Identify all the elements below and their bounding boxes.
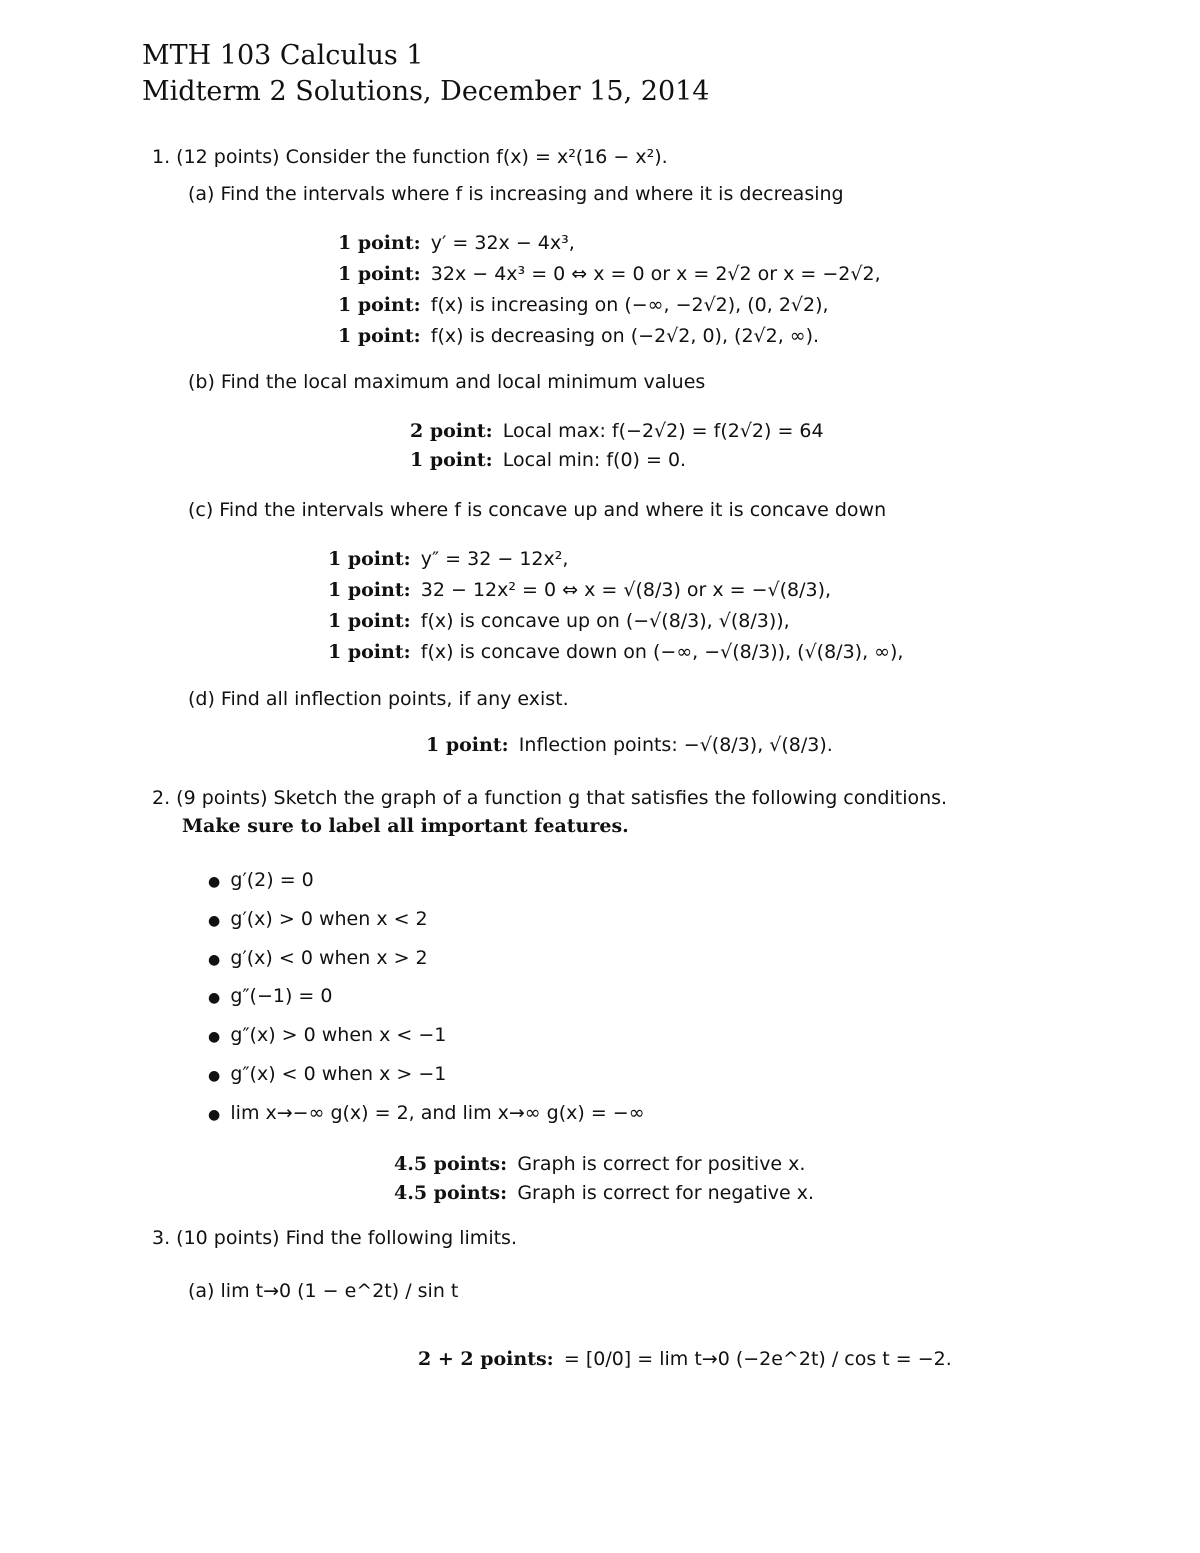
solution-line: y″ = 32 − 12x², <box>420 548 569 570</box>
q1c-solution <box>328 544 903 668</box>
q3a-solution <box>418 1348 952 1370</box>
points-label: 1 point: <box>328 610 411 632</box>
solution-line: = [0/0] = lim t→0 (−2e^2t) / cos t = −2. <box>563 1348 952 1370</box>
points-label: 2 + 2 points: <box>418 1348 554 1370</box>
solution-line: y′ = 32x − 4x³, <box>430 232 575 254</box>
q1b-prompt: (b) Find the local maximum and local minimum values <box>188 371 706 393</box>
q1d-prompt: (d) Find all inflection points, if any exist. <box>188 688 569 710</box>
points-label: 1 point: <box>338 263 421 285</box>
points-label: 4.5 points: <box>394 1182 508 1204</box>
solution-line: 32 − 12x² = 0 ⇔ x = √(8/3) or x = −√(8/3), <box>420 579 832 601</box>
list-item: ● g′(2) = 0 <box>208 869 314 891</box>
bullet-icon: ● <box>208 874 221 890</box>
bullet-icon: ● <box>208 951 221 968</box>
points-label: 1 point: <box>410 449 493 471</box>
q1b-solution <box>410 417 824 475</box>
points-label: 4.5 points: <box>394 1153 508 1175</box>
solution-line: 32x − 4x³ = 0 ⇔ x = 0 or x = 2√2 or x = −2√2, <box>430 263 881 285</box>
course-title: MTH 103 Calculus 1 <box>142 40 424 71</box>
q1-intro: 1. (12 points) Consider the function f(x) = x²(16 − x²). <box>152 146 668 168</box>
points-label: 1 point: <box>328 579 411 601</box>
bullet-icon: ● <box>208 1067 221 1084</box>
solution-line: f(x) is decreasing on (−2√2, 0), (2√2, ∞). <box>430 325 820 347</box>
list-item: ● g″(x) > 0 when x < −1 <box>208 1024 447 1047</box>
q3a-prompt: (a) lim t→0 (1 − e^2t) / sin t <box>188 1280 459 1302</box>
solution-line: f(x) is concave up on (−√(8/3), √(8/3)), <box>420 610 790 632</box>
bullet-icon: ● <box>208 912 221 929</box>
points-label: 1 point: <box>328 641 411 663</box>
points-label: 2 point: <box>410 420 493 442</box>
q1c-prompt: (c) Find the intervals where f is concave up and where it is concave down <box>188 499 887 521</box>
solution-line: Local min: f(0) = 0. <box>502 449 687 471</box>
q1a-solution <box>338 228 881 352</box>
points-label: 1 point: <box>338 294 421 316</box>
list-item: ● g″(−1) = 0 <box>208 985 333 1008</box>
document-subtitle: Midterm 2 Solutions, December 15, 2014 <box>142 76 710 107</box>
solution-line: f(x) is concave down on (−∞, −√(8/3)), (√(8/3), ∞), <box>420 641 904 663</box>
list-item: ● lim x→−∞ g(x) = 2, and lim x→∞ g(x) = −∞ <box>208 1101 645 1124</box>
points-label: 1 point: <box>328 548 411 570</box>
bullet-icon: ● <box>208 1029 221 1046</box>
list-item: ● g′(x) < 0 when x > 2 <box>208 946 428 969</box>
points-label: 1 point: <box>338 325 421 347</box>
q2-emphasis: Make sure to label all important features. <box>182 815 629 837</box>
list-item: ● g′(x) > 0 when x < 2 <box>208 907 428 930</box>
grading-line: Graph is correct for positive x. <box>517 1153 806 1175</box>
bullet-icon: ● <box>208 990 221 1007</box>
points-label: 1 point: <box>338 232 421 254</box>
q1a-prompt: (a) Find the intervals where f is increasing and where it is decreasing <box>188 183 844 205</box>
bullet-icon: ● <box>208 1106 221 1123</box>
points-label: 1 point: <box>426 734 509 756</box>
grading-line: Graph is correct for negative x. <box>517 1182 815 1204</box>
q2-intro: 2. (9 points) Sketch the graph of a function g that satisfies the following conditions. <box>152 787 948 809</box>
solution-line: Inflection points: −√(8/3), √(8/3). <box>518 734 833 756</box>
q3-intro: 3. (10 points) Find the following limits. <box>152 1227 517 1249</box>
list-item: ● g″(x) < 0 when x > −1 <box>208 1062 447 1085</box>
q2-conditions <box>208 862 645 1134</box>
solution-line: f(x) is increasing on (−∞, −2√2), (0, 2√2), <box>430 294 829 316</box>
q2-grading <box>394 1150 814 1208</box>
solution-line: Local max: f(−2√2) = f(2√2) = 64 <box>502 420 824 442</box>
q1d-solution <box>426 734 833 756</box>
